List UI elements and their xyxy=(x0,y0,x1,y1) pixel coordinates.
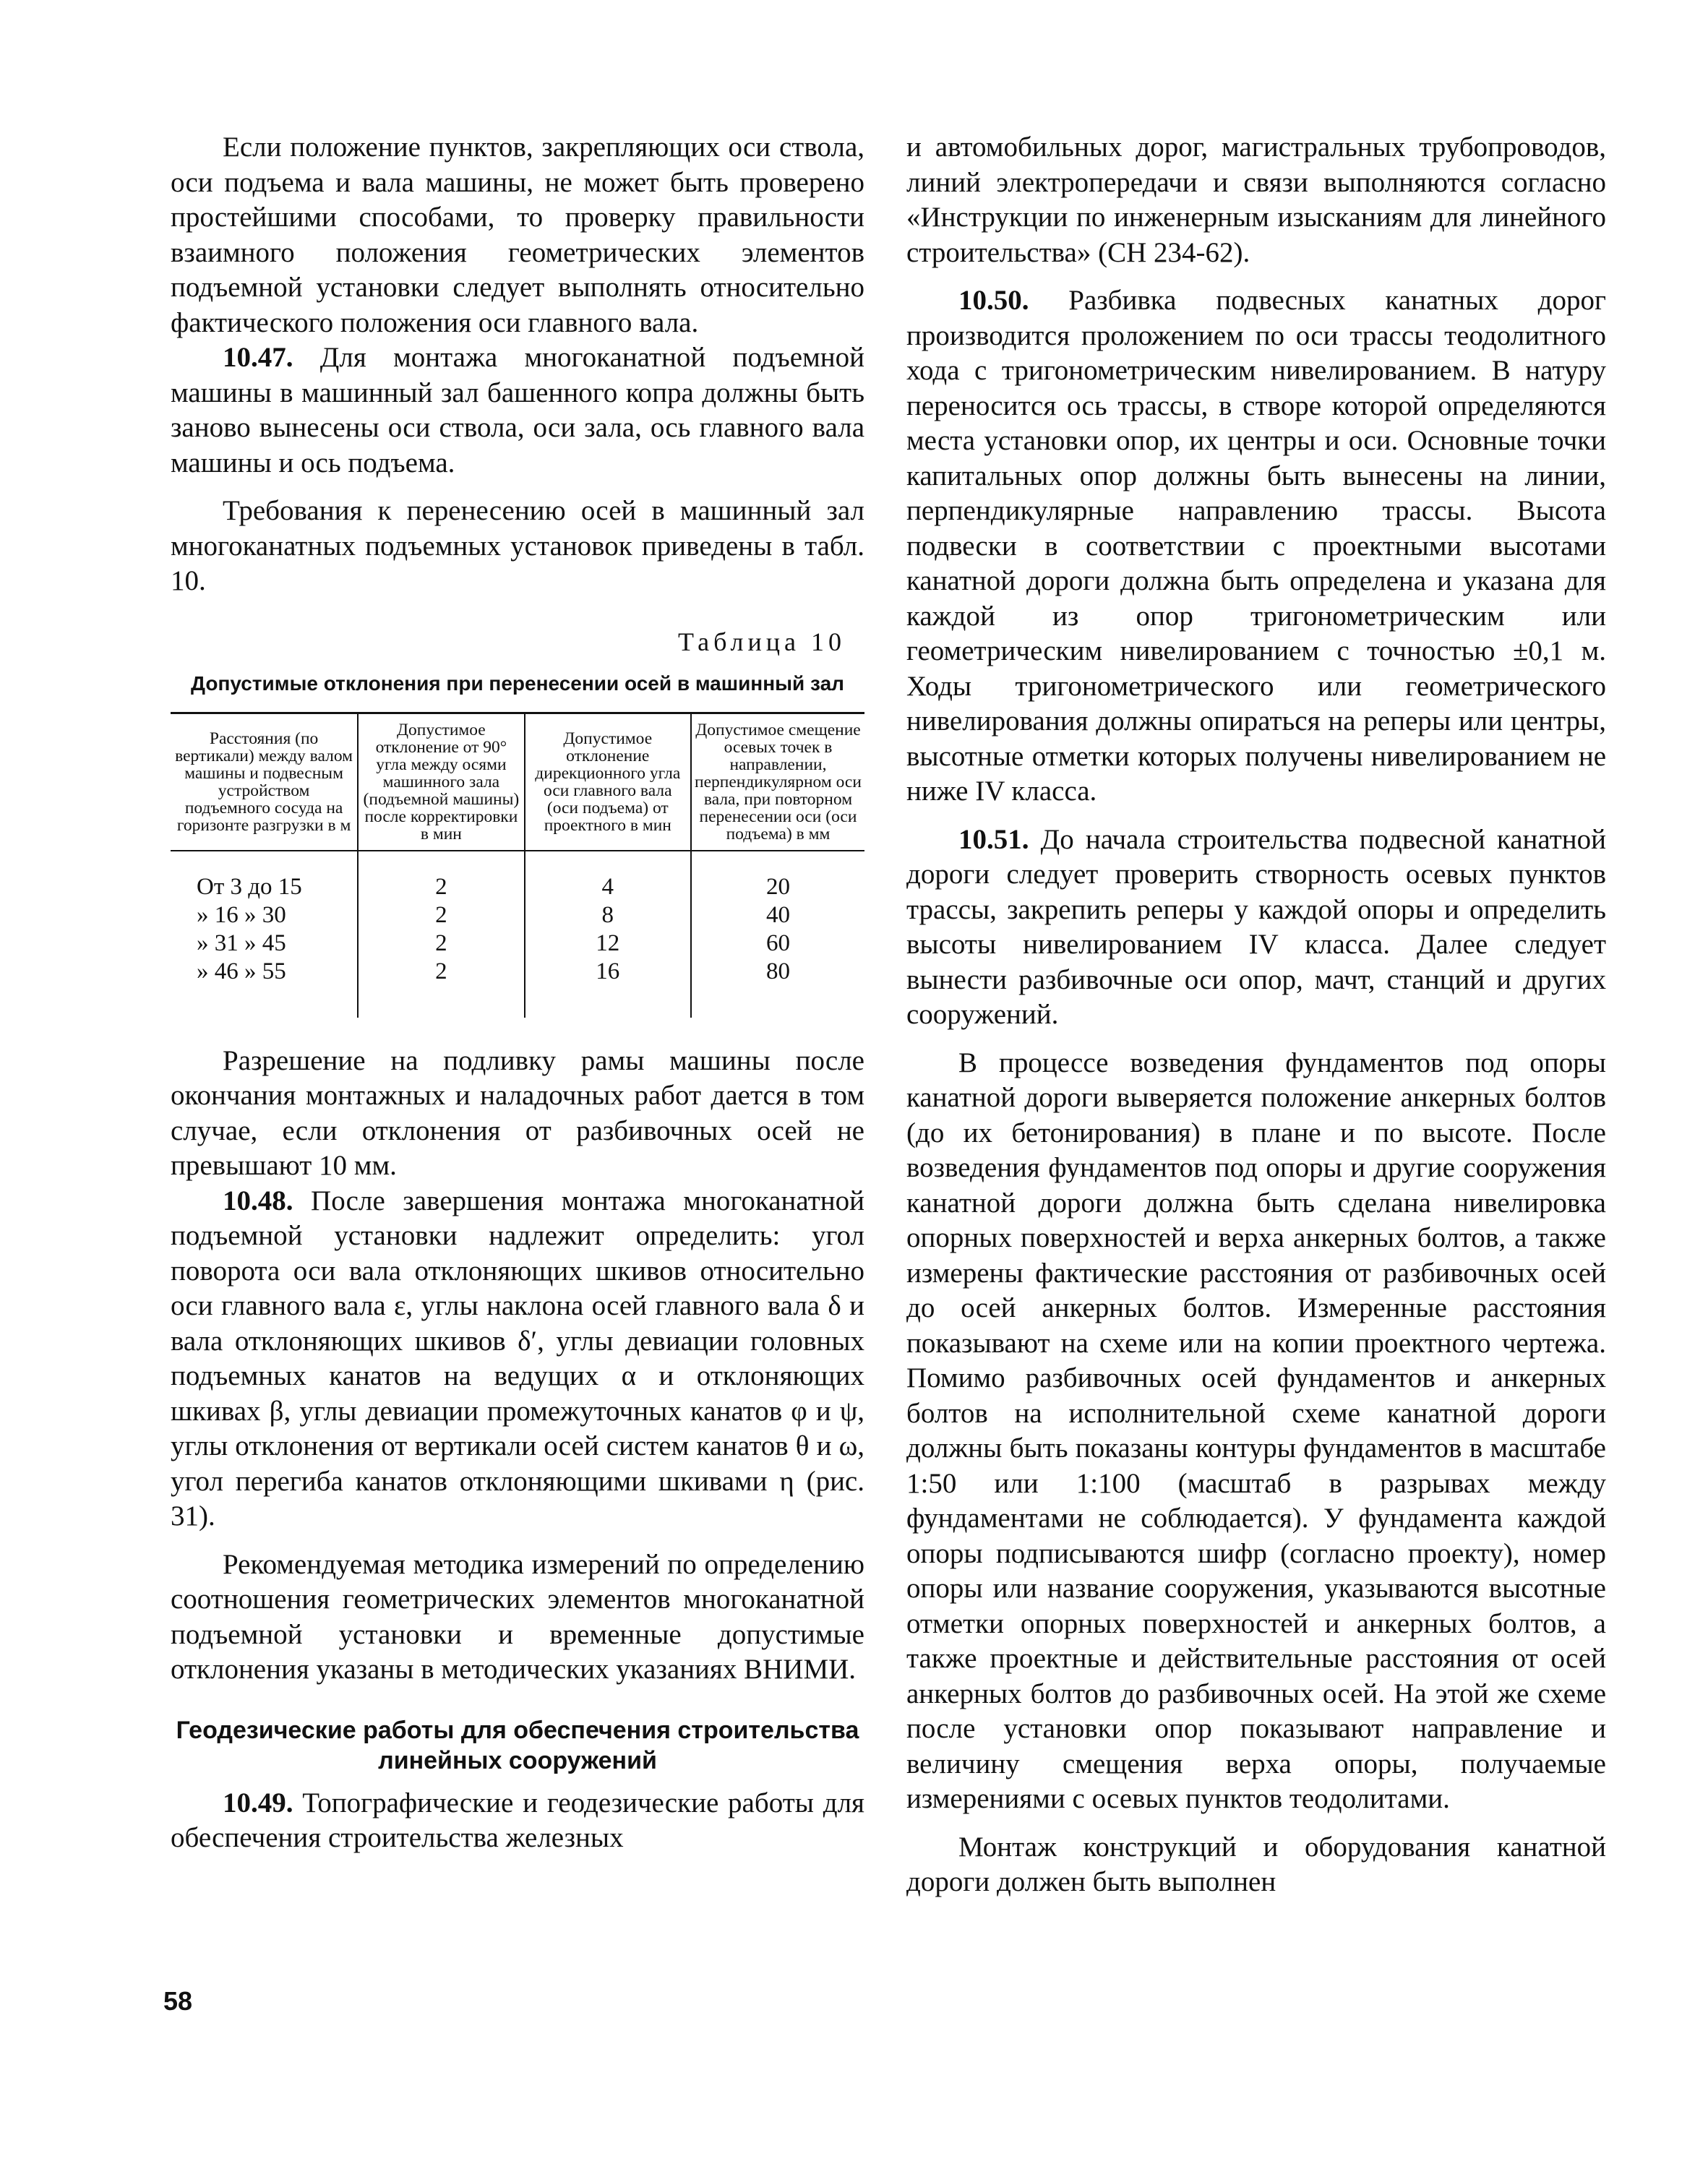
column-header: Допустимое смещение осевых точек в направлении, перпендикулярном оси вала, при повторном перенесении оси (оси подъема) в мм xyxy=(691,713,864,851)
clause-number: 10.50. xyxy=(958,285,1029,316)
table-cell: 4 xyxy=(525,851,691,901)
right-column xyxy=(906,130,1606,1900)
paragraph: Рекомендуемая методика измерений по определению соотношения геометрических элементов многоканатной подъемной установки и временные допустимые отклонения указаны в методических указаниях ВНИМИ. xyxy=(171,1548,864,1685)
table-caption: Таблица 10 xyxy=(678,627,846,656)
section-heading: Геодезические работы для обеспечения строительства линейных сооружений xyxy=(176,1716,859,1774)
table-cell: 2 xyxy=(358,901,524,929)
paragraph-10-48 xyxy=(171,1184,864,1534)
table-cell: 16 xyxy=(525,958,691,1018)
clause-text: До начала строительства подвесной канатной дороги следует проверить створность осевых пунктов трассы, закрепить реперы у каждой опоры и определить высоты нивелированием IV класса. Далее следует вынести разбивочные оси опор, мачт, станций и других сооружений. xyxy=(906,823,1606,1030)
table-cell: 40 xyxy=(691,901,864,929)
deviation-table xyxy=(171,712,864,1018)
paragraph: Если положение пунктов, закрепляющих оси ствола, оси подъема и вала машины, не может быть проверено простейшими способами, то проверку правильности взаимного положения геометрических элементов подъемной установки следует выполнять относительно фактического положения оси главного вала. xyxy=(171,132,864,338)
table-cell: » 46 » 55 xyxy=(197,958,286,984)
clause-number: 10.51. xyxy=(958,823,1029,855)
table-row xyxy=(171,851,864,901)
left-column xyxy=(171,130,864,1856)
table-cell: 8 xyxy=(525,901,691,929)
page-number: 58 xyxy=(163,1986,193,2016)
paragraph: Монтаж конструкций и оборудования канатной дороги должен быть выполнен xyxy=(906,1831,1606,1897)
paragraph: и автомобильных дорог, магистральных трубопроводов, линий электропередачи и связи выполняются согласно «Инструкции по инженерным изысканиям для линейного строительства» (СН 234-62). xyxy=(906,132,1606,268)
clause-text: Для монтажа многоканатной подъемной машины в машинный зал башенного копра должны быть заново вынесены оси ствола, оси зала, ось главного вала машины и ось подъема. xyxy=(171,342,864,478)
table-cell: 2 xyxy=(358,929,524,958)
column-header: Допустимое отклонение от 90° угла между осями машинного зала (подъемной машины) после корректировки в мин xyxy=(358,713,524,851)
paragraph: Требования к перенесению осей в машинный зал многоканатных подъемных установок приведены в табл. 10. xyxy=(171,495,864,596)
paragraph-10-47 xyxy=(171,340,864,481)
paragraph-10-50 xyxy=(906,283,1606,810)
table-cell: 12 xyxy=(525,929,691,958)
table-cell: 20 xyxy=(691,851,864,901)
clause-number: 10.48. xyxy=(223,1185,293,1216)
clause-text: Топографические и геодезические работы для обеспечения строительства железных xyxy=(171,1787,864,1853)
paragraph: Разрешение на подливку рамы машины после окончания монтажных и наладочных работ дается в том случае, если отклонения от разбивочных осей не превышают 10 мм. xyxy=(171,1044,864,1181)
clause-text: Разбивка подвесных канатных дорог производится проложением по оси трассы теодолитного хода с тригонометрическим нивелированием. В натуру переносится ось трассы, в створе которой определяются места установки опор, их центры и оси. Основные точки капитальных опор должны быть вынесены на линии, перпендикулярные направлению трассы. Высота подвески в соответствии с проектными высотами канатной дороги должна быть определена и указана для каждой из опор тригонометрическим или геометрическим нивелированием с точностью ±0,1 м. Ходы тригонометрического или геометрического нивелирования должны опираться на реперы или центры, высотные отметки которых получены нивелированием не ниже IV класса. xyxy=(906,285,1606,807)
clause-number: 10.47. xyxy=(223,342,293,373)
paragraph-10-49 xyxy=(171,1786,864,1856)
clause-text: После завершения монтажа многоканатной подъемной установки надлежит определить: угол поворота оси вала отклоняющих шкивов относительно оси главного вала ε, углы наклона осей главного вала δ и вала отклоняющих шкивов δ′, углы девиации головных подъемных канатов на ведущих α и отклоняющих шкивах β, углы девиации промежуточных канатов φ и ψ, углы отклонения от вертикали осей систем канатов θ и ω, угол перегиба канатов отклоняющими шкивами η (рис. 31). xyxy=(171,1185,864,1532)
column-header: Допустимое отклонение дирекционного угла оси главного вала (оси подъема) от проектного в мин xyxy=(525,713,691,851)
table-cell: 2 xyxy=(358,851,524,901)
clause-number: 10.49. xyxy=(223,1787,293,1819)
table-cell: 60 xyxy=(691,929,864,958)
table-cell: От 3 до 15 xyxy=(197,873,302,900)
table-cell: 80 xyxy=(691,958,864,1018)
paragraph-10-51 xyxy=(906,823,1606,1033)
table-title: Допустимые отклонения при перенесении осей в машинный зал xyxy=(191,671,844,695)
table-cell: » 16 » 30 xyxy=(197,901,286,928)
table-row xyxy=(171,929,864,958)
paragraph: В процессе возведения фундаментов под опоры канатной дороги выверяется положение анкерных болтов (до их бетонирования) в плане и по высоте. После возведения фундаментов под опоры и другие сооружения канатной дороги должна быть сделана нивелировка опорных поверхностей и верха анкерных болтов, а также измерены фактические расстояния от разбивочных осей до осей анкерных болтов. Измеренные расстояния показывают на схеме или на копии проектного чертежа. Помимо разбивочных осей фундаментов и анкерных болтов на исполнительной схеме канатной дороги должны быть показаны контуры фундаментов в масштабе 1:50 или 1:100 (масштаб в разрывах между фундаментами не соблюдается). У фундамента каждой опоры подписываются шифр (согласно проекту), номер опоры или название сооружения, указываются высотные отметки опорных поверхностей и анкерных болтов, а также проектные и действительные расстояния от осей анкерных болтов до разбивочных осей. На этой же схеме после установки опор показывают направление и величину смещения верха опоры, получаемые измерениями с осевых пунктов теодолитами. xyxy=(906,1047,1606,1814)
table-cell: » 31 » 45 xyxy=(197,929,286,956)
table-row xyxy=(171,901,864,929)
table-header-row xyxy=(171,713,864,851)
table-row xyxy=(171,958,864,1018)
table-cell: 2 xyxy=(358,958,524,1018)
column-header: Расстояния (по вертикали) между валом машины и подвесным устройством подъемного сосуда на горизонте разгрузки в м xyxy=(171,713,358,851)
